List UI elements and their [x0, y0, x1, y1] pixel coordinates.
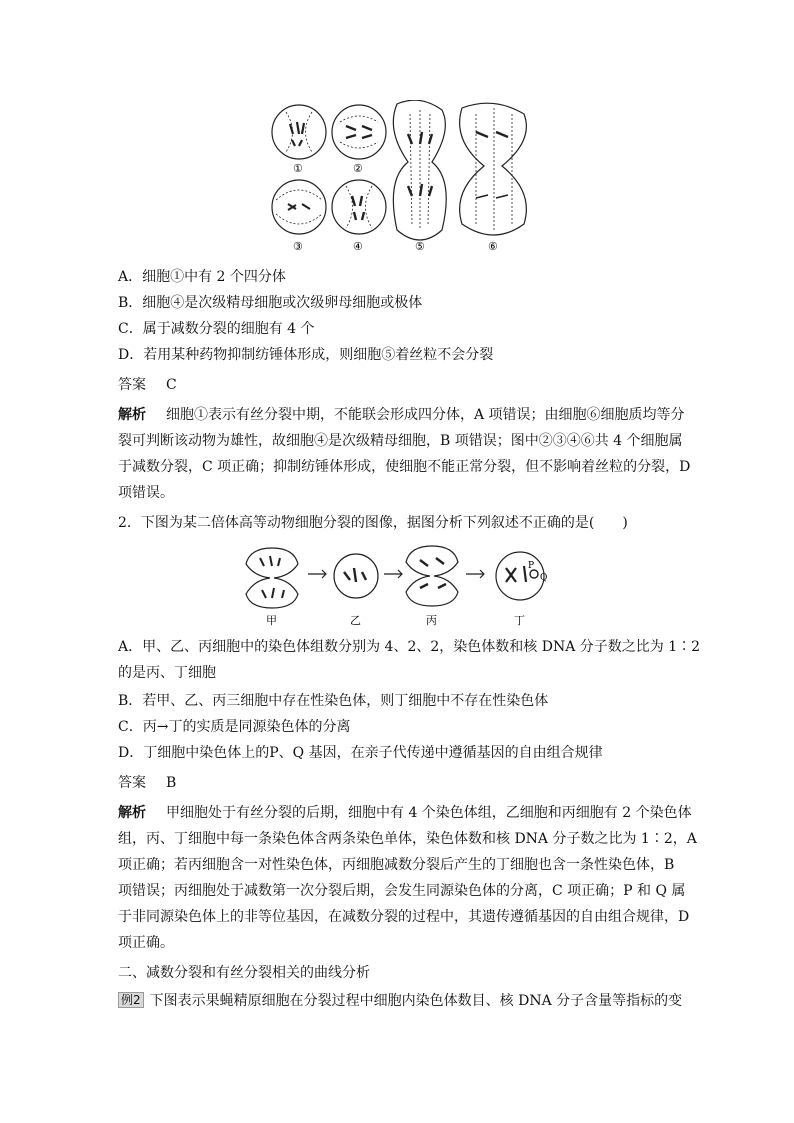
cell-label-6: ⑥: [488, 240, 498, 253]
label-jia: 甲: [266, 614, 277, 627]
example-2: [118, 990, 682, 1012]
cell-label-1: ①: [293, 162, 303, 175]
q2-stem: 2．下图为某二倍体高等动物细胞分裂的图像，据图分析下列叙述不正确的是( ): [118, 515, 628, 531]
cell-3: [272, 180, 326, 234]
cell-1: [272, 105, 326, 159]
cell-bing: [406, 546, 458, 606]
q2-option-a-1: A．甲、乙、丙细胞中的染色体组数分别为 4、2、2，染色体数和核 DNA 分子数之比为 1∶2: [118, 639, 701, 655]
q2-analysis-line-5: 于非同源染色体上的非等位基因，在减数分裂的过程中，其遗传遵循基因的自由组合规律，D: [118, 909, 690, 925]
cell-label-4: ④: [353, 240, 363, 253]
arrow-1: [308, 570, 326, 578]
cell-division-figure-2: [244, 542, 554, 628]
analysis-label: 解析: [118, 407, 146, 423]
cell-ding: [496, 552, 544, 600]
q2-analysis-line-2: 组，丙、丁细胞中每一条染色体含两条染色单体，染色体数和核 DNA 分子数之比为 1∶2，A: [118, 831, 697, 847]
q2-analysis-line-6: 项正确。: [118, 935, 174, 951]
cell-jia: [246, 548, 298, 608]
cell-division-figure-1: [262, 100, 534, 256]
cell-label-3: ③: [293, 240, 303, 253]
q2-option-b: B．若甲、乙、丙三细胞中存在性染色体，则丁细胞中不存在性染色体: [118, 693, 549, 709]
answer-value: C: [166, 377, 177, 393]
q2-option-d: D．丁细胞中染色体上的P、Q 基因，在亲子代传递中遵循基因的自由组合规律: [118, 745, 603, 761]
q1-option-a: A．细胞①中有 2 个四分体: [118, 269, 286, 285]
q2-answer: [118, 772, 176, 794]
cell-yi: [334, 554, 378, 598]
analysis-label: 解析: [118, 805, 146, 821]
cell-4: [332, 180, 386, 234]
q1-analysis-line-3: 于减数分裂，C 项正确；抑制纺锤体形成，使细胞不能正常分裂，但不影响着丝粒的分裂，D: [118, 459, 691, 475]
q1-analysis-line-1: 解析 细胞①表示有丝分裂中期，不能联会形成四分体，A 项错误；由细胞⑥细胞质均等分: [118, 407, 685, 423]
section-heading: 二、减数分裂和有丝分裂相关的曲线分析: [118, 965, 370, 981]
label-bing: 丙: [426, 614, 437, 627]
arrow-3: [466, 570, 484, 578]
gene-mark-q: Q: [540, 573, 548, 583]
label-ding: 丁: [514, 614, 525, 627]
cell-5: [393, 100, 446, 240]
answer-label: 答案: [118, 377, 146, 393]
q2-analysis-line-1: 解析 甲细胞处于有丝分裂的后期，细胞中有 4 个染色体组，乙细胞和丙细胞有 2 个染色体: [118, 805, 692, 821]
q2-analysis-line-3: 项正确；若丙细胞含一对性染色体，丙细胞减数分裂后产生的丁细胞也含一条性染色体，B: [118, 857, 675, 873]
arrow-2: [384, 570, 402, 578]
answer-label: 答案: [118, 775, 146, 791]
cell-6: [460, 103, 527, 235]
cell-label-5: ⑤: [415, 240, 425, 253]
q1-option-d: D．若用某种药物抑制纺锤体形成，则细胞⑤着丝粒不会分裂: [118, 347, 494, 363]
example-text: 下图表示果蝇精原细胞在分裂过程中细胞内染色体数目、核 DNA 分子含量等指标的变: [149, 993, 683, 1009]
q1-option-c: C．属于减数分裂的细胞有 4 个: [118, 321, 315, 337]
q1-answer: [118, 374, 177, 396]
cell-2: [332, 105, 386, 159]
example-tag: 例2: [118, 992, 144, 1008]
cell-label-2: ②: [353, 162, 363, 175]
q2-option-c: C．丙→丁的实质是同源染色体的分离: [118, 719, 351, 735]
gene-mark-p: P: [528, 561, 535, 571]
q1-analysis-line-4: 项错误。: [118, 485, 174, 501]
q2-option-a-2: 的是丙、丁细胞: [118, 665, 216, 681]
q1-analysis-line-2: 裂可判断该动物为雄性，故细胞④是次级精母细胞，B 项错误；图中②③④⑥共 4 个细胞属: [118, 433, 683, 449]
q1-option-b: B．细胞④是次级精母细胞或次级卵母细胞或极体: [118, 295, 423, 311]
q2-analysis-line-4: 项错误；丙细胞处于减数第一次分裂后期，会发生同源染色体的分离，C 项正确；P 和 Q 属: [118, 883, 686, 899]
answer-value: B: [166, 775, 177, 791]
label-yi: 乙: [350, 614, 361, 627]
